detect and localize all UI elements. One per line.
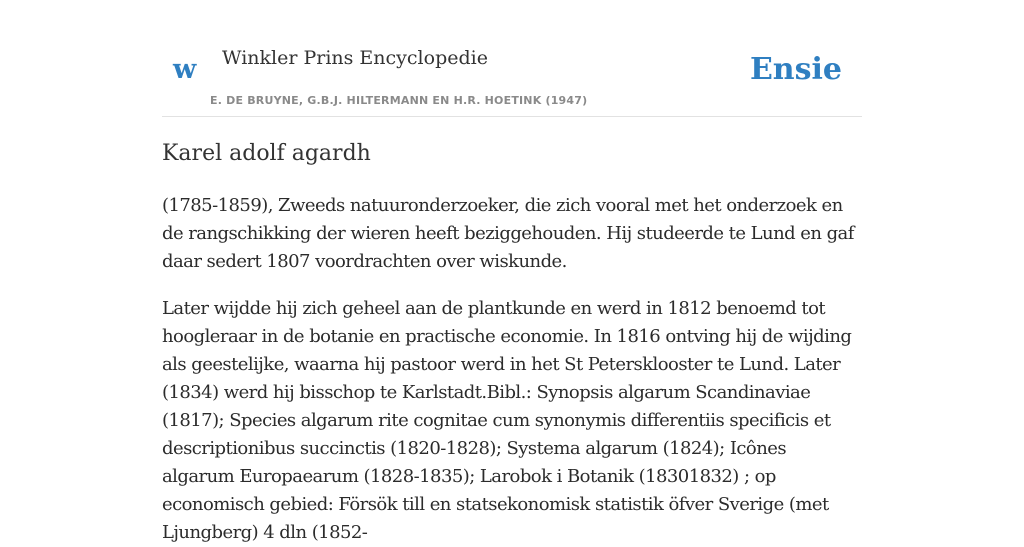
article-title: Karel adolf agardh [162, 141, 371, 166]
ensie-logo[interactable]: Ensie [749, 52, 842, 87]
article-paragraph: (1785-1859), Zweeds natuuronderzoeker, die zich vooral met het onderzoek en de rangschikking der wieren heeft beziggehouden. Hij studeerde te Lund en gaf daar sedert 1807 voordrachten over wiskunde. [162, 195, 854, 272]
page-container [162, 0, 862, 543]
winkler-prins-logo[interactable]: w [173, 54, 197, 85]
site-header [162, 0, 862, 117]
site-title[interactable]: Winkler Prins Encyclopedie [222, 47, 488, 69]
article-paragraph: Later wijdde hij zich geheel aan de plantkunde en werd in 1812 benoemd tot hoogleraar in de botanie en practische economie. In 1816 ontving hij de wijding als geestelijke, waarna hij pastoor werd in het St Petersklooster te Lund. Later (1834) werd hij bisschop te Karlstadt.Bibl.: Synopsis algarum Scandinaviae (1817); Species algarum rite cognitae cum synonymis differentiis specificis et descriptionibus succinctis (1820-1828); Systema algarum (1824); Icônes algarum Europaearum (1828-1835); Larobok i Botanik (18301832) ; op economisch gebied: Försök till en statsekonomisk statistik öfver Sverige (met Ljungberg) 4 dln (1852- [162, 298, 852, 543]
authors-line: E. DE BRUYNE, G.B.J. HILTERMANN EN H.R. HOETINK (1947) [210, 94, 588, 107]
